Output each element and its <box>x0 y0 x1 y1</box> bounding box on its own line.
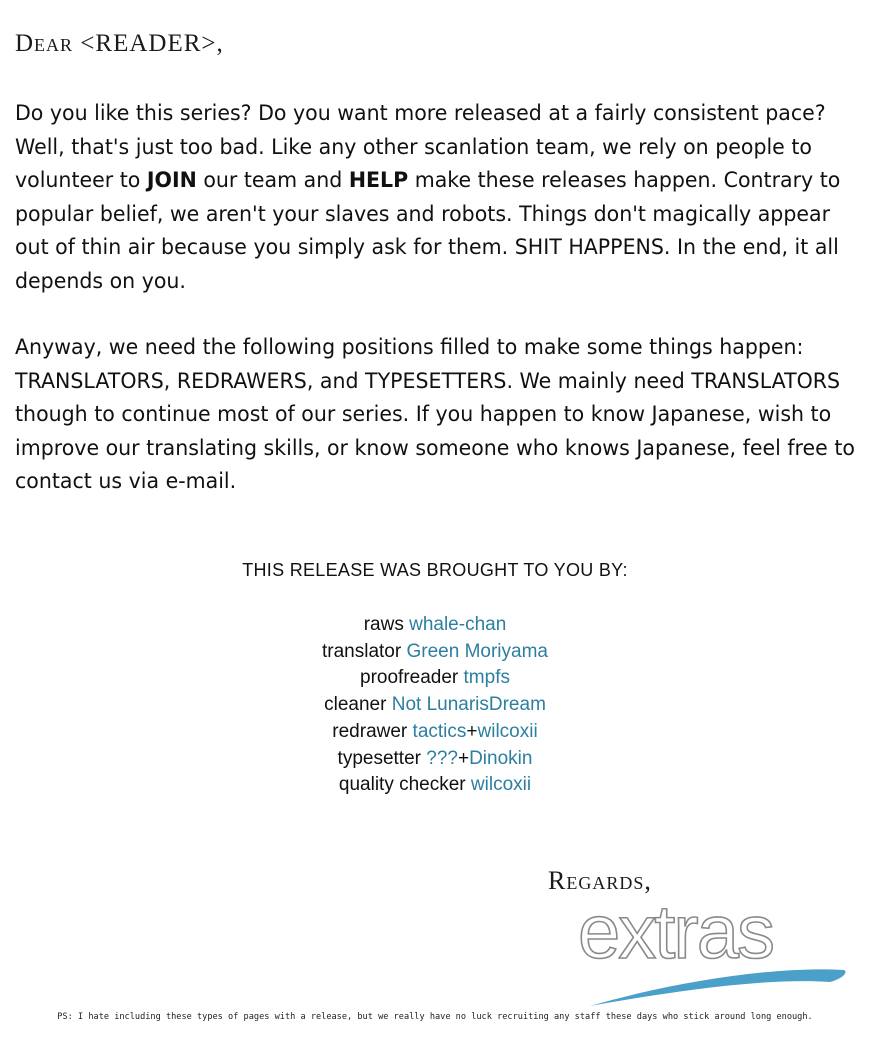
extras-logo-graphic <box>560 888 860 1013</box>
help-emphasis: HELP <box>348 168 409 193</box>
signoff: Regards, <box>548 866 652 895</box>
credit-name: wilcoxii <box>477 720 538 742</box>
credit-name: Not LunarisDream <box>391 694 546 716</box>
credit-name: whale-chan <box>409 614 507 635</box>
credits-list <box>0 612 870 799</box>
credit-role: proofreader <box>360 667 459 689</box>
credit-name: Dinokin <box>469 747 533 769</box>
credit-role: quality checker <box>338 774 466 796</box>
credit-role: cleaner <box>324 694 387 716</box>
recruitment-paragraph <box>15 97 860 298</box>
credit-plus: + <box>457 747 470 769</box>
positions-paragraph: Anyway, we need the following positions filled to make some things happen: TRANSLATORS, REDRAWERS, and TYPESETTERS. We mainly need TRANSLATORS though to continue most of our series. If you happen to know Japanese, wish to improve our translating skills, or know someone who knows Japanese, feel free to contact us via e-mail. <box>15 335 855 494</box>
credit-row-translator <box>0 639 870 666</box>
credit-row-raws <box>0 612 870 639</box>
extras-logo <box>560 888 860 1013</box>
credit-row-typesetter <box>0 746 870 773</box>
paragraph-text: make these releases happen. Contrary to popular belief, we aren't your slaves and robots. Things don't magically appear out of thin air because you simply ask for them. SHIT HAPPENS. In the end, it all depends on you. <box>15 168 841 294</box>
credit-name: Green Moriyama <box>406 640 548 662</box>
credit-name: tmpfs <box>463 667 510 689</box>
credit-row-redrawer <box>0 719 870 746</box>
credit-role: translator <box>322 640 402 662</box>
join-emphasis: JOIN <box>146 168 197 193</box>
logo-text: extras <box>578 890 773 975</box>
credits-heading: THIS RELEASE WAS BROUGHT TO YOU BY: <box>242 560 628 580</box>
credit-row-proofreader <box>0 665 870 692</box>
greeting: Dear <READER>, <box>15 30 224 57</box>
credit-name: wilcoxii <box>470 774 532 796</box>
credit-plus: + <box>466 720 478 742</box>
paragraph-text: Do you like this series? Do you want more released at a fairly consistent pace? Well, that's just too bad. Like any other scanlation team, we rely on people to volunteer to <box>15 101 826 193</box>
credit-row-cleaner <box>0 692 870 719</box>
credit-role: raws <box>363 614 404 635</box>
credit-name: ??? <box>426 747 458 769</box>
postscript-note: PS: I hate including these types of pages with a release, but we really have no luck recruiting any staff these days who stick around long enough. <box>57 1012 813 1022</box>
credit-name: tactics <box>412 720 467 742</box>
credit-role: typesetter <box>337 747 421 769</box>
credit-role: redrawer <box>332 720 408 742</box>
credit-row-quality-checker <box>0 772 870 799</box>
paragraph-text: our team and <box>196 168 349 193</box>
